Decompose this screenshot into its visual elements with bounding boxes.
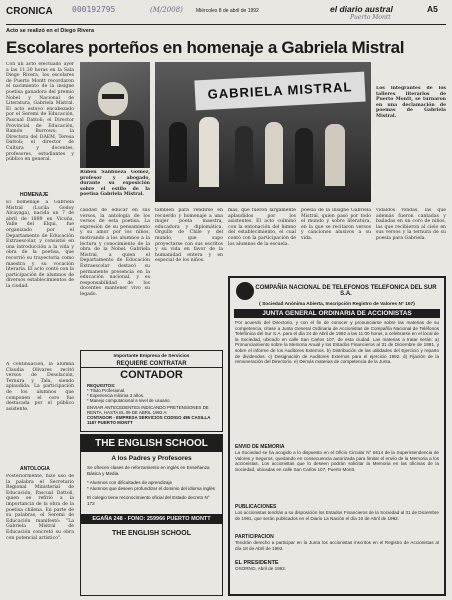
speaker-photo — [80, 62, 150, 168]
english-intro: Se ofrecen clases de reforzamiento en inglés en Enseñanza Básica y Media. — [87, 465, 210, 476]
header-rule — [6, 24, 446, 25]
subhead-homenaje: HOMENAJE — [20, 192, 49, 198]
student-figure — [169, 122, 187, 182]
english-bullet: * Alumnos con dificultades de aprendizaje — [87, 480, 173, 485]
notice-type: ( Sociedad Anónima Abierta, Inscripción Registro de Valores N° 167) — [259, 302, 415, 307]
article-homenaje: El homenaje a Gabriela Mistral (Lucila Godoy Alcayaga), nacida un 7 de abril de 1889 en Vicuña, Valle del Elqui, fue organizado por el Departamento de Educación Extraescolar, y consistió en una introducción a la vida y obra de la poetisa, que recorrió su trayectoria como maestra y su vocación literaria. El acto contó con la participación de alumnos de diversos establecimientos de la ciudad. — [6, 200, 74, 289]
student-figure — [295, 128, 313, 184]
section-label: CRONICA — [6, 6, 53, 17]
ad-requisito: * Título Profesional. — [87, 388, 126, 393]
article-col3: también para rendirse en recuerdo y homenaje a una mujer poeta maestra, educadora y diplomática. Orgullo de Chile y del mundo, que supo proyectarse con sus escritos y su vida en favor de la humanidad entera y en especial de los niños. — [155, 208, 223, 264]
banner — [194, 72, 365, 111]
notice-participacion: Tendrán derecho a participar en la Junta los accionistas inscritos en el Registro de Accionistas al día 18 de Abril de 1992. — [235, 540, 439, 551]
speaker-shirt — [111, 120, 119, 146]
ad-requiere: REQUIERE CONTRATAR — [81, 361, 222, 368]
article-continue: A continuación, la alumna Claudia Olivares recitó versos de Desolación, Ternura y Tala, siendo aplaudida. La participación de los alumnos que componen el coro fue destacada por el público asistente. — [6, 362, 74, 412]
english-title: THE ENGLISH SCHOOL — [81, 435, 222, 452]
article-col5: poesía de la insigne Gabriela Mistral, quien pasó por todo el mundo y sobre literatura, en la que se recitaron versos y canciones alusivos a su vida. — [301, 208, 371, 241]
ad-requisito: * Manejo computacional a nivel de usuario. — [87, 398, 171, 403]
speaker-face — [98, 82, 128, 116]
notice-memoria: La Sociedad se ha acogido a lo dispuesto en el Oficio Circular N° 6614 de la Superintendencia de Valores y Seguros, quedando en consecuencia autorizada para limitar el envío de la Memoria a los accionistas. Los accionistas que lo deseen podrán solicitar la Memoria en las oficinas de la Sociedad, ubicadas en calle San Carlos 107, Puerto Montt. — [235, 450, 439, 472]
article-antologia: Posteriormente, hizo uso de la palabra el Secretario Regional Ministerial de Educación, Pascual Dattoli, quien se refirió a la importancia de la obra de la poetisa chilena. En parte de su palabras, el Seremi de Educación manifestó: "La Gabriela Mistral de Educación concretó su obra con potencial artístico". — [6, 474, 74, 541]
student-figure — [235, 126, 253, 182]
ad-requisito: * Experiencia mínima 3 años. — [87, 393, 145, 398]
student-figure — [265, 122, 283, 184]
article-col4: mas, que fueron largamente aplaudidos por los asistentes. El acto culminó con la entonación del himno del establecimiento, el cual contó con la participación de los alumnos de la escuela. — [228, 208, 296, 247]
notice-sub-participacion: PARTICIPACION — [235, 534, 274, 540]
article-col6: vidaldos rondas, las que además fueron cantadas y bailadas en un coro de niños, las que recibieron al cielo en sus versos y la ternura de su poesía para Gabriela. — [376, 208, 446, 241]
english-address: EGAÑA 248 - FONO: 259966 PUERTO MONTT — [81, 514, 222, 524]
contador-ad — [80, 350, 223, 432]
handwritten-city: Puerto Montt — [350, 14, 391, 21]
english-footer: THE ENGLISH SCHOOL — [112, 530, 191, 537]
english-school-note: El colegio tiene reconocimiento oficial del Estado decreto N° 172 — [87, 495, 210, 506]
article-headline: Escolares porteños en homenaje a Gabriela Mistral — [6, 38, 405, 57]
handwritten-reference-2: (M/2008) — [150, 6, 183, 14]
caption-speaker: Rubén Sanhueza Gómez, profesor y abogado, durante su exposición sobre el estilo de la poetisa Gabriela Mistral. — [80, 170, 150, 198]
ad-role: CONTADOR — [120, 369, 183, 381]
notice-place-date: OSORNO, Abril de 1992. — [235, 566, 287, 571]
notice-sub-publicaciones: PUBLICACIONES — [235, 504, 277, 510]
ad-address: CONTADOR - EMPRESA SERVICIOS CODIGO 486 CASILLA 1187 PUERTO MONTT — [87, 415, 211, 425]
notice-body: Por acuerdo del Directorio, y con el fin de conocer y pronunciarse sobre las materias de su competencia, cítase a Junta General Ordinaria de Accionistas de Compañía Nacional de Teléfonos Telefónica del Sur S.A. para el día 24 de Abril de 1992 a las 11:00 horas, a celebrarse en el local de la Sociedad, ubicado en calle San Carlos 107, de esta ciudad. Las materias a tratar serán: a) Pronunciamiento sobre la Memoria Anual y los Estados Financieros al 31 de Diciembre de 1991, y sobre el informe de los Auditores Externos. b) Distribución de las utilidades del Ejercicio y reparto de dividendos. c) Designación de Auditores Externos para el ejercicio 1992. d) Fijación de la remuneración del Directorio. e) Demás materias de competencia de la Junta. — [235, 320, 439, 365]
page-number: A5 — [427, 4, 438, 14]
ad-requisitos-label: REQUISITOS: — [87, 383, 116, 388]
subhead-antologia: ANTOLOGIA — [20, 466, 50, 472]
ad-send: ENVIAR ANTECEDENTES INDICANDO PRETENSIONES DE RENTA, HASTA EL 09 DE ABRIL 1992 A: — [87, 405, 209, 415]
issue-date: Miércoles 8 de abril de 1992 — [196, 8, 259, 14]
student-figure — [199, 117, 219, 187]
students-photo — [155, 62, 371, 202]
notice-sub-memoria: ENVIO DE MEMORIA — [235, 444, 285, 450]
masthead: el diario austral — [330, 4, 393, 14]
notice-president: EL PRESIDENTE — [235, 560, 279, 566]
speaker-glasses — [102, 94, 124, 99]
article-kicker: Acto se realizó en el Diego Rivera — [6, 28, 95, 34]
ad-tagline: Importante Empresa de Servicios — [113, 354, 190, 359]
english-school-ad — [80, 434, 223, 596]
article-col2: calidad de educar en sus versos, la antología de los versos de esta poetisa. La expresión de su pensamiento y su amor por los niños, motivando a los alumnos a la lectura y conocimiento de la obra de la Nobel. Gabriela Mistral, a quien el Departamento de Educación Extraescolar destacó su permanente presencia en la educación nacional, y es responsabilidad de los docentes mantener vivo su legado. — [80, 208, 150, 297]
article-intro: Con un acto efectuado ayer a las 11.30 horas en la Sala Diego Rivera, los escolares de Puerto Montt recordaron el nacimiento de la insigne poetisa ganadora del premio Nobel y Nacional de Literatura, Gabriela Mistral. El acto estuvo encabezado por el Seremi de Educación, Pascual Dattoli; el Director Provincial de Educación, Ramón Burrows; la Directora del DAEM, Teresa Dattoli; el director de Cultura y docentes, profesores, estudiantes y público en general. — [6, 62, 74, 163]
english-subtitle: A los Padres y Profesores — [111, 455, 192, 462]
caption-students: Los integrantes de los talleres literarios de Puerto Montt, se turnaron en una declamación de poemas de Gabriela Mistral. — [376, 86, 446, 119]
notice-company: COMPAÑIA NACIONAL DE TELEFONOS TELEFONICA DEL SUR S.A. — [255, 285, 437, 297]
handwritten-reference: 000192795 — [72, 5, 116, 14]
notice-title: JUNTA GENERAL ORDINARIA DE ACCIONISTAS — [234, 309, 440, 318]
student-figure — [325, 124, 345, 186]
notice-publicaciones: Los accionistas tendrán a su disposición los Estados Financieros de la Sociedad al 31 de Diciembre de 1991, que serán publicados en el Diario La Nación el día 10 de Abril de 1992. — [235, 510, 439, 521]
telefonica-logo-icon — [236, 282, 254, 300]
english-bullet: * Alumnos que deseen profundizar el dominio del idioma inglés — [87, 486, 215, 491]
banner-text: GABRIELA MISTRAL — [207, 79, 353, 102]
shareholders-notice — [228, 276, 446, 596]
